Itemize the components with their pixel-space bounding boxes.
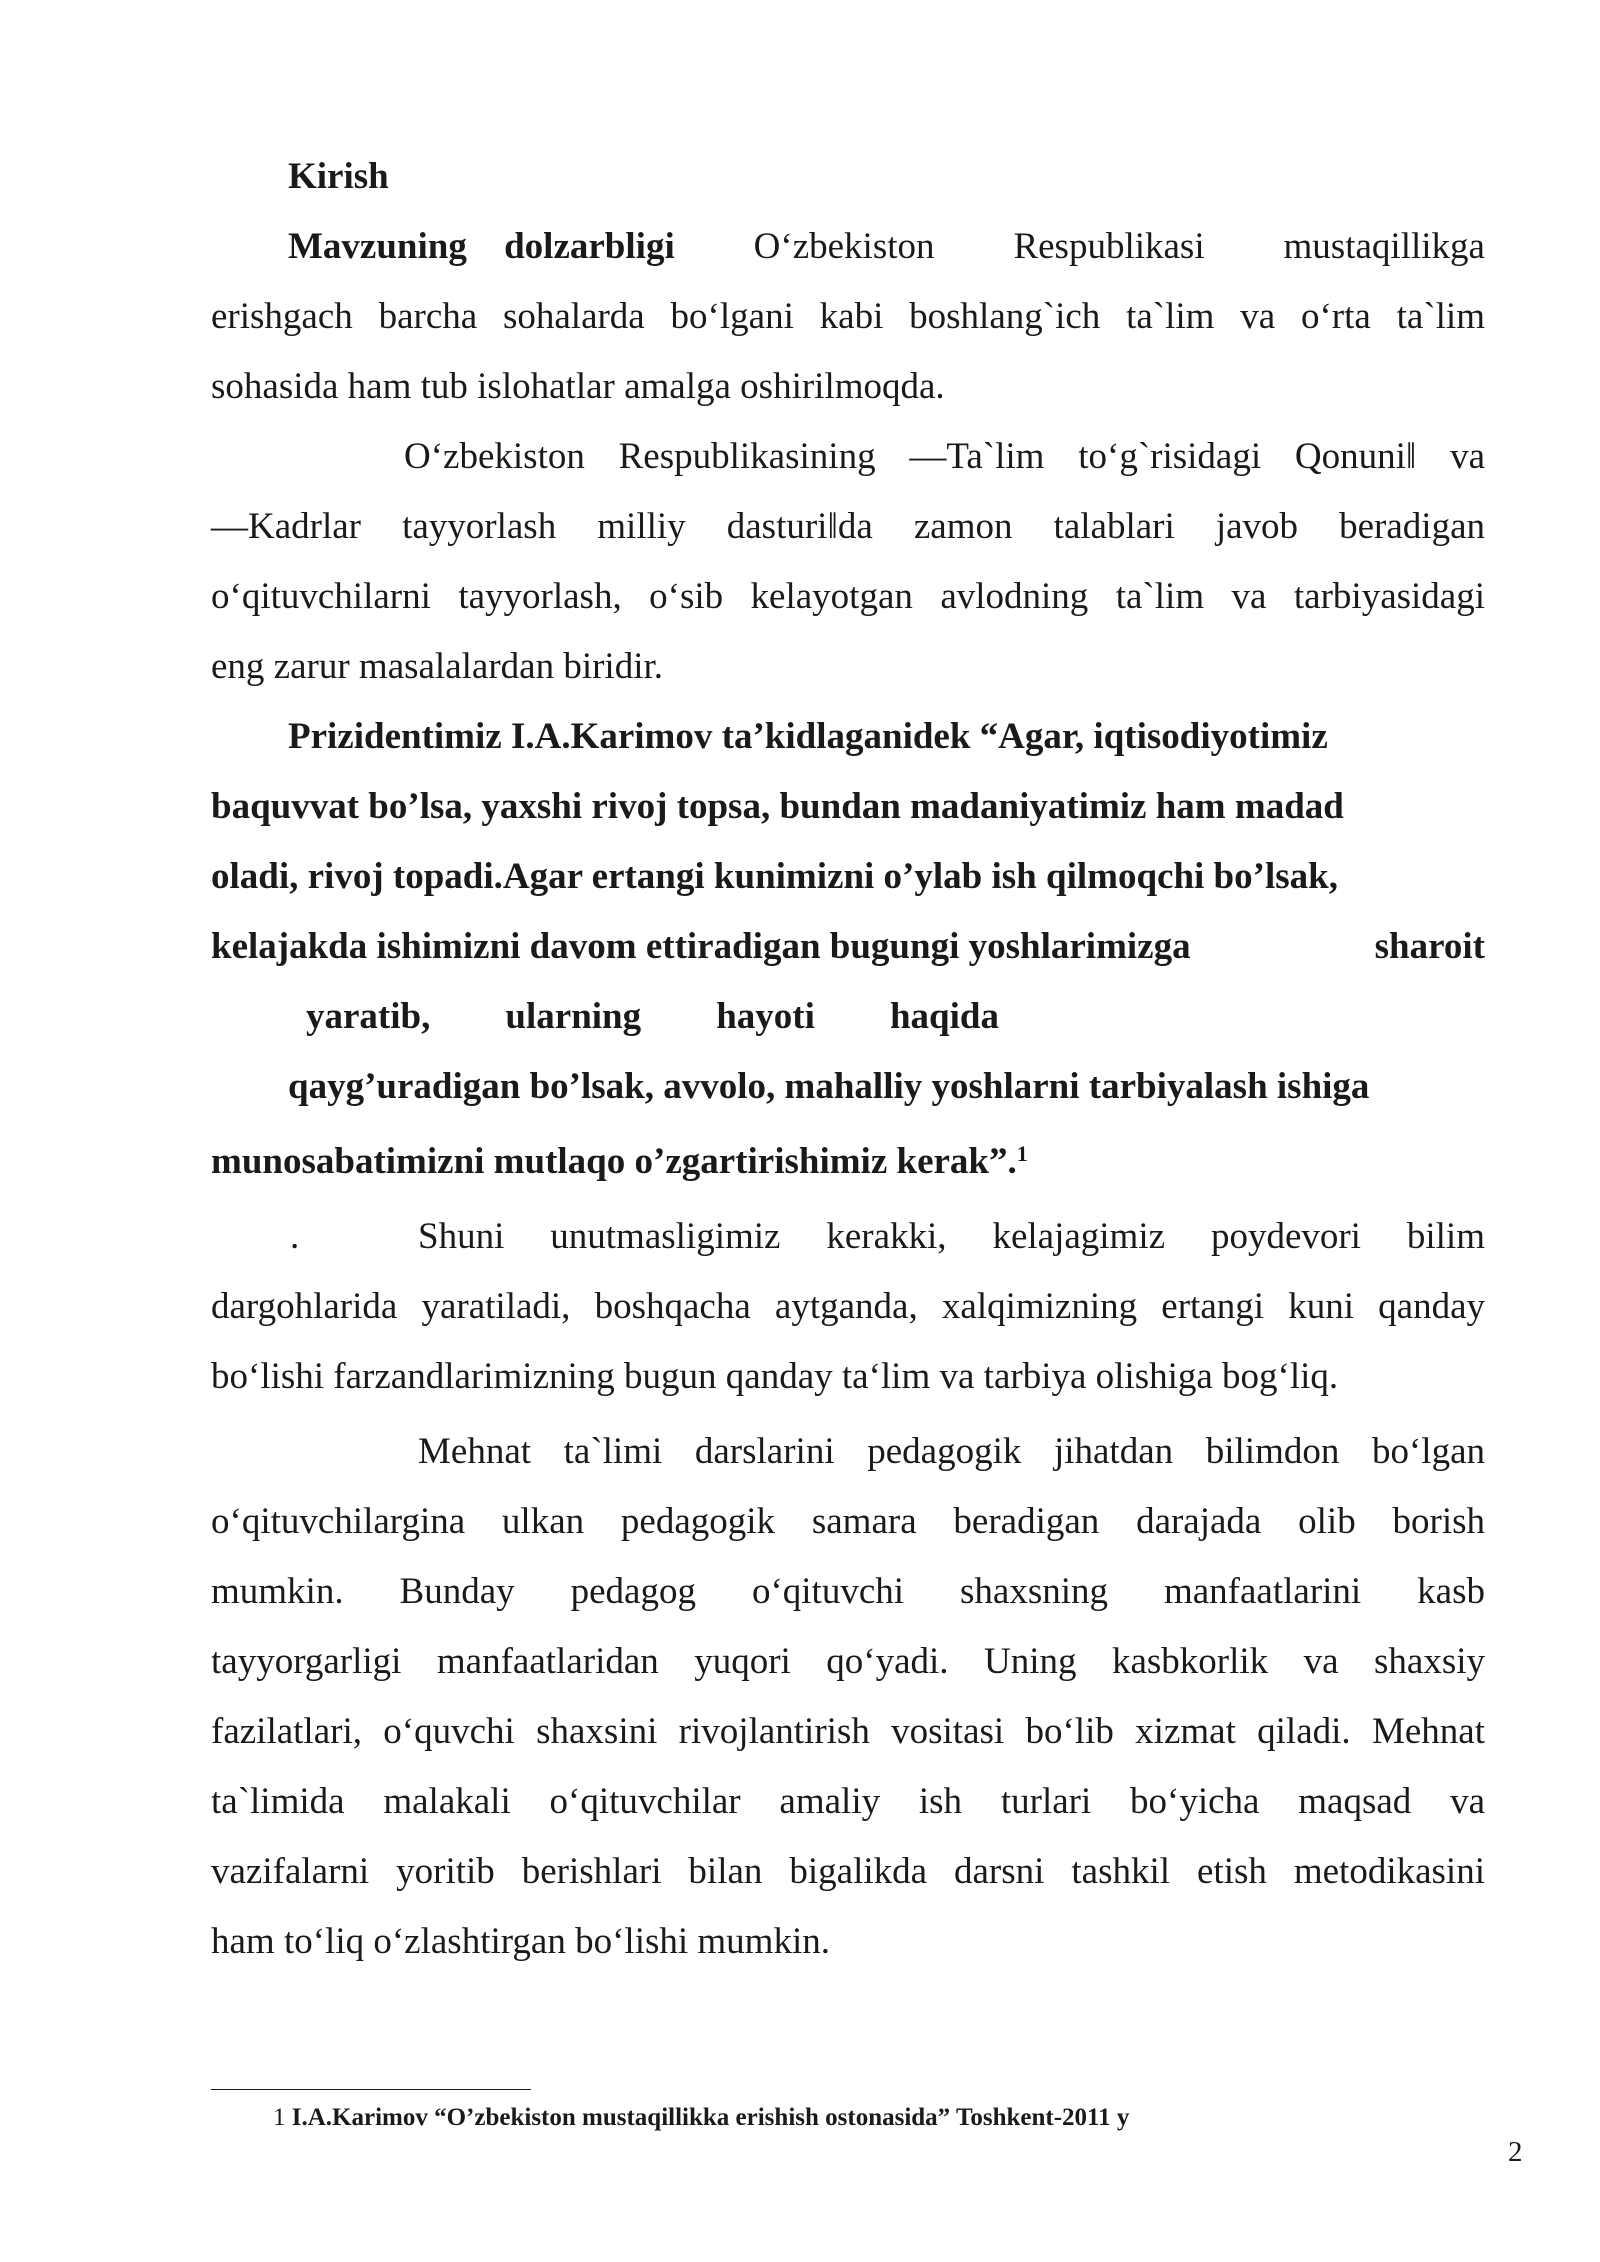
paragraph-line: mumkin. Bunday pedagog o‘qituvchi shaxsning manfaatlarini kasb	[211, 1571, 1485, 1612]
footnote-separator	[211, 2089, 531, 2090]
quote-text: sharoit	[1374, 926, 1485, 967]
paragraph-line: erishgach barcha sohalarda bo‘lgani kabi boshlang`ich ta`lim va o‘rta ta`lim	[211, 296, 1485, 337]
paragraph-line: fazilatlari, o‘quvchi shaxsini rivojlantirish vositasi bo‘lib xizmat qiladi. Mehnat	[211, 1711, 1485, 1752]
paragraph-line: ham to‘liq o‘zlashtirgan bo‘lishi mumkin.	[211, 1921, 830, 1962]
paragraph-line: o‘qituvchilargina ulkan pedagogik samara beradigan darajada olib borish	[211, 1501, 1485, 1542]
paragraph-line: tayyorgarligi manfaatlaridan yuqori qo‘yadi. Uning kasbkorlik va shaxsiy	[211, 1641, 1485, 1682]
paragraph-line: vazifalarni yoritib berishlari bilan bigalikda darsni tashkil etish metodikasini	[211, 1851, 1485, 1892]
quote-line: Prizidentimiz I.A.Karimov ta’kidlaganidek “Agar, iqtisodiyotimiz	[288, 716, 1328, 757]
word: haqida	[889, 996, 999, 1037]
quote-line: oladi, rivoj topadi.Agar ertangi kunimizni o’ylab ish qilmoqchi bo’lsak,	[211, 856, 1338, 897]
footnote-reference[interactable]: 1	[1016, 1141, 1028, 1166]
list-marker: .	[290, 1216, 300, 1257]
section-heading: Kirish	[288, 156, 389, 197]
paragraph-line: bo‘lishi farzandlarimizning bugun qanday ta‘lim va tarbiya olishiga bog‘liq.	[211, 1356, 1339, 1397]
paragraph-line: eng zarur masalalardan biridir.	[211, 646, 664, 687]
quote-text: munosabatimizni mutlaqo o’zgartirishimiz kerak”.	[211, 1141, 1017, 1182]
word: O‘zbekiston	[753, 226, 935, 267]
quote-line	[306, 993, 999, 1041]
quote-text: kelajakda ishimizni davom ettiradigan bugungi yoshlarimizga	[211, 926, 1191, 967]
footnote	[273, 2102, 1129, 2134]
quote-line	[211, 1138, 1485, 1186]
paragraph-line: o‘qituvchilarni tayyorlash, o‘sib kelayotgan avlodning ta`lim va tarbiyasidagi	[211, 576, 1485, 617]
word: Respublikasi	[1013, 226, 1205, 267]
quote-line	[211, 923, 1485, 971]
page-number: 2	[1508, 2136, 1523, 2168]
word: ularning	[505, 996, 642, 1037]
paragraph-line: Shuni unutmasligimiz kerakki, kelajagimiz poydevori bilim	[418, 1216, 1485, 1257]
word: yaratib,	[306, 996, 431, 1037]
quote-line: baquvvat bo’lsa, yaxshi rivoj topsa, bundan madaniyatimiz ham madad	[211, 786, 1344, 827]
paragraph-line: dargohlarida yaratiladi, boshqacha aytganda, xalqimizning ertangi kuni qanday	[211, 1286, 1485, 1327]
footnote-text: I.A.Karimov “O’zbekiston mustaqillikka erishish ostonasida” Toshkent-2011 y	[291, 2104, 1130, 2131]
paragraph-line: sohasida ham tub islohatlar amalga oshirilmoqda.	[211, 366, 945, 407]
paragraph-line: ―Kadrlar tayyorlash milliy dasturi‖da zamon talablari javob beradigan	[211, 506, 1485, 547]
paragraph-line	[288, 223, 1485, 271]
quote-line: qayg’uradigan bo’lsak, avvolo, mahalliy yoshlarni tarbiyalash ishiga	[288, 1066, 1370, 1107]
bold-phrase: Mavzuning dolzarbligi	[288, 226, 675, 267]
paragraph-line: Mehnat ta`limi darslarini pedagogik jihatdan bilimdon bo‘lgan	[418, 1431, 1485, 1472]
footnote-number: 1	[273, 2104, 286, 2131]
paragraph-line: O‘zbekiston Respublikasining ―Ta`lim to‘g`risidagi Qonuni‖ va	[404, 436, 1485, 477]
word: mustaqillikga	[1283, 226, 1485, 267]
word: hayoti	[716, 996, 815, 1037]
paragraph-line: ta`limida malakali o‘qituvchilar amaliy ish turlari bo‘yicha maqsad va	[211, 1781, 1485, 1822]
